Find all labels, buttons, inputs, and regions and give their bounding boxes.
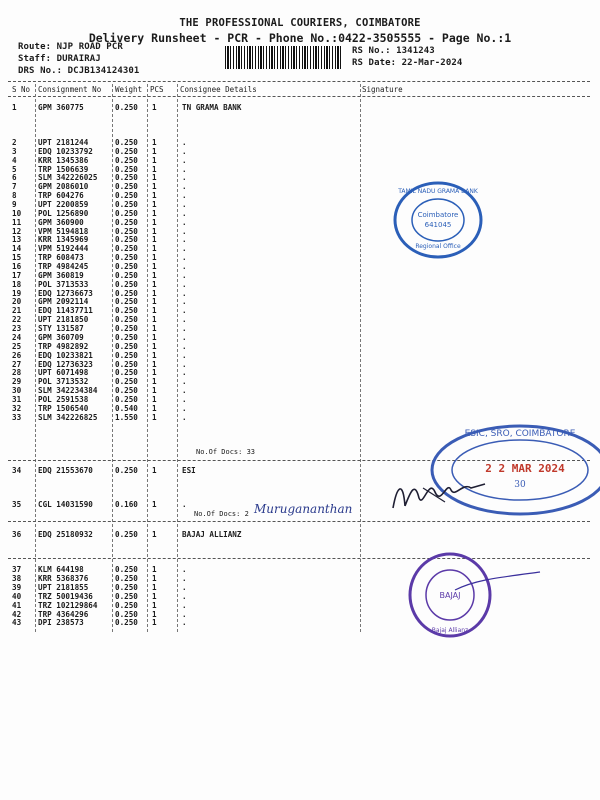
serial-no: 18 (12, 279, 22, 289)
weight: 0.250 (115, 573, 138, 583)
consignee: . (182, 573, 187, 583)
weight: 0.250 (115, 173, 138, 183)
consignment-no: KRR 5368376 (38, 573, 89, 583)
staff-label: Staff: DURAIRAJ (18, 54, 101, 64)
weight: 0.250 (115, 368, 138, 378)
table-row (0, 333, 600, 342)
table-row (0, 530, 600, 539)
weight: 0.250 (115, 350, 138, 360)
table-row (0, 253, 600, 262)
consignee: . (182, 332, 187, 342)
serial-no: 22 (12, 315, 22, 325)
consignment-no: TRP 604276 (38, 191, 84, 201)
serial-no: 35 (12, 500, 22, 509)
consignee: . (182, 412, 187, 422)
consignee: . (182, 618, 187, 628)
pieces: 1 (152, 359, 157, 369)
table-row (0, 262, 600, 271)
pieces: 1 (152, 306, 157, 316)
pieces: 1 (152, 253, 157, 263)
weight: 0.250 (115, 146, 138, 156)
consignee: . (182, 600, 187, 610)
pieces: 1 (152, 386, 157, 396)
consignment-no: SLM 342234384 (38, 386, 98, 396)
recipient-signature (385, 468, 495, 518)
weight: 0.250 (115, 341, 138, 351)
pieces: 1 (152, 591, 157, 601)
weight: 0.250 (115, 466, 138, 475)
table-row (0, 165, 600, 174)
barcode (225, 46, 343, 69)
pieces: 1 (152, 565, 157, 574)
serial-no: 13 (12, 235, 22, 245)
weight: 0.250 (115, 226, 138, 236)
pieces: 1 (152, 600, 157, 610)
consignee: BAJAJ ALLIANZ (182, 530, 242, 539)
pieces: 1 (152, 173, 157, 183)
svg-text:BAJAJ: BAJAJ (439, 591, 461, 600)
serial-no: 24 (12, 332, 22, 342)
svg-text:TAMIL NADU GRAMA BANK: TAMIL NADU GRAMA BANK (398, 188, 478, 195)
table-row (0, 156, 600, 165)
consignee: . (182, 173, 187, 183)
consignment-no: TRZ 50019436 (38, 591, 93, 601)
table-row (0, 182, 600, 191)
col-consignment-header: Consignment No (38, 85, 102, 94)
weight: 0.250 (115, 600, 138, 610)
weight: 0.250 (115, 591, 138, 601)
table-row (0, 306, 600, 315)
serial-no: 19 (12, 288, 22, 298)
serial-no: 36 (12, 530, 22, 539)
serial-no: 29 (12, 377, 22, 387)
col-consignee-header: Consignee Details (180, 85, 257, 94)
weight: 0.250 (115, 103, 138, 112)
consignee: . (182, 500, 187, 509)
consignee: . (182, 270, 187, 280)
consignee: ESI (182, 466, 196, 475)
pieces: 1 (152, 350, 157, 360)
pieces: 1 (152, 332, 157, 342)
pieces: 1 (152, 191, 157, 201)
pieces: 1 (152, 412, 157, 422)
serial-no: 6 (12, 173, 17, 183)
serial-no: 30 (12, 386, 22, 396)
serial-no: 40 (12, 591, 22, 601)
weight: 0.250 (115, 155, 138, 165)
consignment-no: POL 1256890 (38, 208, 89, 218)
consignee: . (182, 582, 187, 592)
weight: 0.250 (115, 315, 138, 325)
consignment-no: VPM 5192444 (38, 244, 89, 254)
serial-no: 14 (12, 244, 22, 254)
pieces: 1 (152, 582, 157, 592)
table-row (0, 351, 600, 360)
consignment-no: EDQ 10233792 (38, 146, 93, 156)
pieces: 1 (152, 618, 157, 628)
consignee: . (182, 324, 187, 334)
table-row (0, 235, 600, 244)
consignment-no: EDQ 11437711 (38, 306, 93, 316)
serial-no: 42 (12, 609, 22, 619)
serial-no: 10 (12, 208, 22, 218)
pieces: 1 (152, 297, 157, 307)
pieces: 1 (152, 155, 157, 165)
weight: 0.250 (115, 618, 138, 628)
weight: 0.250 (115, 288, 138, 298)
weight: 0.250 (115, 279, 138, 289)
consignment-no: POL 2591538 (38, 394, 89, 404)
serial-no: 34 (12, 466, 22, 475)
consignee: . (182, 164, 187, 174)
svg-text:30: 30 (514, 480, 526, 490)
table-row (0, 280, 600, 289)
weight: 0.250 (115, 182, 138, 192)
table-row (0, 271, 600, 280)
consignment-no: TRP 4364296 (38, 609, 89, 619)
consignee: . (182, 306, 187, 316)
table-row (0, 173, 600, 182)
consignment-no: TRZ 102129864 (38, 600, 98, 610)
consignment-no: EDQ 10233821 (38, 350, 93, 360)
table-row (0, 227, 600, 236)
svg-text:Bajaj Allianz: Bajaj Allianz (431, 627, 469, 634)
table-row (0, 289, 600, 298)
serial-no: 16 (12, 262, 22, 272)
runsheet-subtitle: Delivery Runsheet - PCR - Phone No.:0422-3505555 - Page No.:1 (88, 31, 512, 45)
weight: 1.550 (115, 412, 138, 422)
svg-text:Coimbatore: Coimbatore (417, 211, 459, 219)
group-rule (8, 521, 590, 522)
table-row (0, 360, 600, 369)
rs-date: RS Date: 22-Mar-2024 (352, 58, 463, 68)
docs-count-note: No.Of Docs: 2 (194, 510, 249, 518)
consignee: . (182, 341, 187, 351)
table-row (0, 395, 600, 404)
table-row (0, 297, 600, 306)
consignment-no: UPT 2200859 (38, 200, 89, 210)
consignee: . (182, 226, 187, 236)
weight: 0.250 (115, 217, 138, 227)
svg-text:Regional Office: Regional Office (415, 243, 461, 250)
pieces: 1 (152, 279, 157, 289)
consignment-no: POL 3713532 (38, 377, 89, 387)
table-row (0, 209, 600, 218)
weight: 0.250 (115, 244, 138, 254)
table-row (0, 386, 600, 395)
table-row (0, 147, 600, 156)
table-row (0, 218, 600, 227)
pieces: 1 (152, 394, 157, 404)
weight: 0.250 (115, 609, 138, 619)
serial-no: 8 (12, 191, 17, 201)
serial-no: 11 (12, 217, 22, 227)
consignment-no: GPM 2086010 (38, 182, 89, 192)
serial-no: 32 (12, 403, 22, 413)
table-row (0, 368, 600, 377)
consignee: . (182, 350, 187, 360)
consignment-no: EDQ 21553670 (38, 466, 93, 475)
weight: 0.250 (115, 208, 138, 218)
consignment-no: CGL 14031590 (38, 500, 93, 509)
consignee: . (182, 297, 187, 307)
weight: 0.250 (115, 191, 138, 201)
consignment-no: EDQ 12736323 (38, 359, 93, 369)
table-row (0, 315, 600, 324)
table-row (0, 191, 600, 200)
pieces: 1 (152, 235, 157, 245)
weight: 0.250 (115, 262, 138, 272)
table-row (0, 404, 600, 413)
serial-no: 31 (12, 394, 22, 404)
consignment-no: GPM 360709 (38, 332, 84, 342)
serial-no: 3 (12, 146, 17, 156)
weight: 0.250 (115, 306, 138, 316)
docs-count-note: No.Of Docs: 33 (196, 448, 256, 456)
pieces: 1 (152, 377, 157, 387)
header-bottom-rule (8, 96, 590, 97)
pieces: 1 (152, 138, 157, 147)
pieces: 1 (152, 103, 157, 112)
pieces: 1 (152, 466, 157, 475)
route-label: Route: NJP ROAD PCR (18, 42, 123, 52)
consignment-no: EDQ 25180932 (38, 530, 93, 539)
pieces: 1 (152, 262, 157, 272)
table-row (0, 200, 600, 209)
svg-text:2 2 MAR 2024: 2 2 MAR 2024 (485, 462, 565, 475)
serial-no: 5 (12, 164, 17, 174)
pieces: 1 (152, 164, 157, 174)
serial-no: 4 (12, 155, 17, 165)
pieces: 1 (152, 208, 157, 218)
rs-number: RS No.: 1341243 (352, 46, 435, 56)
consignee: . (182, 288, 187, 298)
handwritten-name: Murugananthan (254, 502, 353, 516)
pieces: 1 (152, 500, 157, 509)
serial-no: 17 (12, 270, 22, 280)
consignment-no: KRR 1345386 (38, 155, 89, 165)
serial-no: 27 (12, 359, 22, 369)
serial-no: 9 (12, 200, 17, 210)
weight: 0.250 (115, 297, 138, 307)
serial-no: 28 (12, 368, 22, 378)
consignment-no: TRP 1506540 (38, 403, 89, 413)
consignment-no: EDQ 12736673 (38, 288, 93, 298)
consignee: . (182, 386, 187, 396)
col-weight-header: Weight (115, 85, 143, 94)
pieces: 1 (152, 341, 157, 351)
consignment-no: SLM 342226025 (38, 173, 98, 183)
weight: 0.250 (115, 565, 138, 574)
pieces: 1 (152, 146, 157, 156)
pieces: 1 (152, 288, 157, 298)
consignee: . (182, 403, 187, 413)
consignee: . (182, 262, 187, 272)
consignee: . (182, 368, 187, 378)
serial-no: 1 (12, 103, 17, 112)
pieces: 1 (152, 200, 157, 210)
consignment-no: UPT 2181850 (38, 315, 89, 325)
serial-no: 2 (12, 138, 17, 147)
consignee: . (182, 591, 187, 601)
serial-no: 21 (12, 306, 22, 316)
table-row (0, 103, 600, 112)
consignee: . (182, 217, 187, 227)
pieces: 1 (152, 403, 157, 413)
consignee: TN GRAMA BANK (182, 103, 242, 112)
consignee: . (182, 394, 187, 404)
consignment-no: TRP 1506639 (38, 164, 89, 174)
consignee: . (182, 244, 187, 254)
consignment-no: TRP 608473 (38, 253, 84, 263)
weight: 0.250 (115, 253, 138, 263)
serial-no: 33 (12, 412, 22, 422)
consignment-no: UPT 6071498 (38, 368, 89, 378)
consignment-no: GPM 360900 (38, 217, 84, 227)
weight: 0.250 (115, 235, 138, 245)
col-pcs-header: PCS (150, 85, 164, 94)
bank-stamp (390, 180, 486, 260)
company-title: THE PROFESSIONAL COURIERS, COIMBATORE (179, 17, 421, 29)
weight: 0.250 (115, 530, 138, 539)
serial-no: 26 (12, 350, 22, 360)
pieces: 1 (152, 573, 157, 583)
consignment-no: STY 131587 (38, 324, 84, 334)
serial-no: 20 (12, 297, 22, 307)
pieces: 1 (152, 324, 157, 334)
consignee: . (182, 182, 187, 192)
pieces: 1 (152, 217, 157, 227)
pieces: 1 (152, 530, 157, 539)
svg-text:ESIC, SRO, COIMBATORE: ESIC, SRO, COIMBATORE (464, 429, 576, 439)
consignee: . (182, 279, 187, 289)
consignment-no: TRP 4984245 (38, 262, 89, 272)
consignee: . (182, 565, 187, 574)
consignee: . (182, 359, 187, 369)
consignee: . (182, 200, 187, 210)
weight: 0.250 (115, 164, 138, 174)
consignee: . (182, 315, 187, 325)
col-signature-header: Signature (362, 85, 403, 94)
consignment-no: GPM 360775 (38, 103, 84, 112)
pieces: 1 (152, 244, 157, 254)
table-row (0, 138, 600, 147)
serial-no: 12 (12, 226, 22, 236)
serial-no: 38 (12, 573, 22, 583)
weight: 0.250 (115, 359, 138, 369)
pieces: 1 (152, 609, 157, 619)
consignment-no: DPI 238573 (38, 618, 84, 628)
consignee: . (182, 377, 187, 387)
consignment-no: KLM 644198 (38, 565, 84, 574)
weight: 0.250 (115, 582, 138, 592)
consignment-no: GPM 360819 (38, 270, 84, 280)
serial-no: 37 (12, 565, 22, 574)
consignee: . (182, 191, 187, 201)
pieces: 1 (152, 182, 157, 192)
pieces: 1 (152, 315, 157, 325)
pieces: 1 (152, 270, 157, 280)
col-sno-header: S No (12, 85, 31, 94)
serial-no: 25 (12, 341, 22, 351)
serial-no: 41 (12, 600, 22, 610)
consignee: . (182, 146, 187, 156)
weight: 0.250 (115, 377, 138, 387)
consignee: . (182, 155, 187, 165)
drs-number: DRS No.: DCJB134124301 (18, 66, 140, 76)
weight: 0.250 (115, 394, 138, 404)
serial-no: 43 (12, 618, 22, 628)
weight: 0.250 (115, 138, 138, 147)
weight: 0.250 (115, 270, 138, 280)
serial-no: 15 (12, 253, 22, 263)
weight: 0.250 (115, 386, 138, 396)
pieces: 1 (152, 226, 157, 236)
pieces: 1 (152, 368, 157, 378)
serial-no: 39 (12, 582, 22, 592)
weight: 0.250 (115, 332, 138, 342)
consignment-no: KRR 1345969 (38, 235, 89, 245)
table-row (0, 342, 600, 351)
weight: 0.250 (115, 324, 138, 334)
weight: 0.540 (115, 403, 138, 413)
weight: 0.250 (115, 200, 138, 210)
consignee: . (182, 253, 187, 263)
consignee: . (182, 208, 187, 218)
consignment-no: SLM 342226825 (38, 412, 98, 422)
consignment-no: POL 3713533 (38, 279, 89, 289)
serial-no: 23 (12, 324, 22, 334)
svg-text:641045: 641045 (424, 221, 452, 229)
table-top-rule (8, 81, 590, 82)
consignment-no: GPM 2092114 (38, 297, 89, 307)
table-row (0, 377, 600, 386)
consignment-no: UPT 2181855 (38, 582, 89, 592)
consignment-no: VPM 5194818 (38, 226, 89, 236)
weight: 0.160 (115, 500, 138, 509)
bajaj-stamp (405, 550, 555, 640)
consignee: . (182, 609, 187, 619)
consignment-no: TRP 4982892 (38, 341, 89, 351)
serial-no: 7 (12, 182, 17, 192)
consignee: . (182, 235, 187, 245)
table-row (0, 244, 600, 253)
consignee: . (182, 138, 187, 147)
table-row (0, 324, 600, 333)
consignment-no: UPT 2181244 (38, 138, 89, 147)
